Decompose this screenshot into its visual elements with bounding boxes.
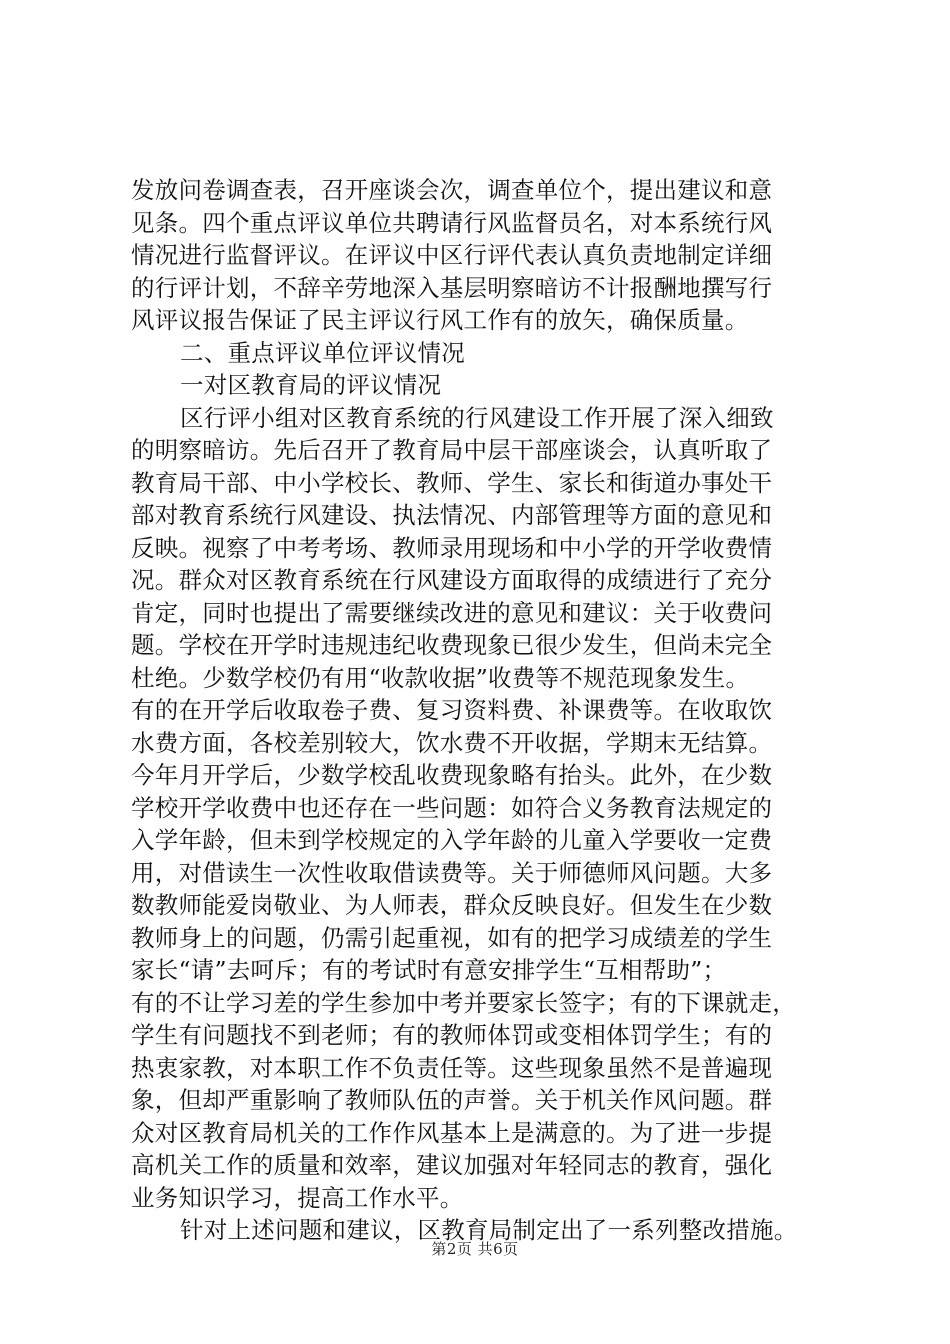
text-line: 杜绝。少数学校仍有用“收款收据”收费等不规范现象发生。 xyxy=(131,663,750,692)
text-line: 二、重点评议单位评议情况 xyxy=(180,338,465,367)
text-line: 部对教育系统行风建设、执法情况、内部管理等方面的意见和 xyxy=(131,501,773,529)
text-line: 教师身上的问题，仍需引起重视，如有的把学习成绩差的学生 xyxy=(131,923,773,952)
text-line: 肯定，同时也提出了需要继续改进的意见和建议：关于收费问 xyxy=(131,598,773,627)
text-line: 况。群众对区教育系统在行风建设方面取得的成绩进行了充分 xyxy=(131,566,773,594)
text-line: 象，但却严重影响了教师队伍的声誉。关于机关作风问题。群 xyxy=(131,1086,773,1114)
text-line: 情况进行监督评议。在评议中区行评代表认真负责地制定详细 xyxy=(131,241,773,269)
text-line: 热衷家教，对本职工作不负责任等。这些现象虽然不是普遍现 xyxy=(131,1053,773,1082)
text-line: 众对区教育局机关的工作作风基本上是满意的。为了进一步提 xyxy=(131,1118,773,1147)
text-line: 水费方面，各校差别较大，饮水费不开收据，学期末无结算。 xyxy=(131,728,773,757)
text-line: 有的在开学后收取卷子费、复习资料费、补课费等。在收取饮 xyxy=(131,696,773,724)
text-line: 今年月开学后，少数学校乱收费现象略有抬头。此外，在少数 xyxy=(131,761,773,789)
text-line: 发放问卷调查表，召开座谈会次，调查单位个，提出建议和意 xyxy=(131,176,773,204)
text-line: 学生有问题找不到老师；有的教师体罚或变相体罚学生；有的 xyxy=(131,1021,773,1049)
text-line: 见条。四个重点评议单位共聘请行风监督员名，对本系统行风 xyxy=(131,208,773,237)
document-body xyxy=(131,174,831,1247)
page-footer: 第2页 共6页 xyxy=(431,1240,519,1258)
text-line: 的行评计划，不辞辛劳地深入基层明察暗访不计报酬地撰写行 xyxy=(131,273,773,302)
text-line: 学校开学收费中也还存在一些问题：如符合义务教育法规定的 xyxy=(131,793,773,822)
text-line: 入学年龄，但未到学校规定的入学年龄的儿童入学要收一定费 xyxy=(131,826,773,854)
text-line: 一对区教育局的评议情况 xyxy=(180,371,442,399)
text-line: 业务知识学习，提高工作水平。 xyxy=(131,1183,464,1212)
text-line: 用，对借读生一次性收取借读费等。关于师德师风问题。大多 xyxy=(131,858,773,887)
text-line: 有的不让学习差的学生参加中考并要家长签字；有的下课就走， xyxy=(131,988,796,1017)
text-line: 风评议报告保证了民主评议行风工作有的放矢，确保质量。 xyxy=(131,306,749,334)
text-line: 题。学校在开学时违规违纪收费现象已很少发生，但尚未完全 xyxy=(131,631,773,659)
text-line: 高机关工作的质量和效率，建议加强对年轻同志的教育，强化 xyxy=(131,1151,773,1179)
text-line: 区行评小组对区教育系统的行风建设工作开展了深入细致 xyxy=(180,403,774,432)
text-line: 家长“请”去呵斥；有的考试时有意安排学生“互相帮助”； xyxy=(131,956,727,984)
text-line: 的明察暗访。先后召开了教育局中层干部座谈会，认真听取了 xyxy=(131,436,773,464)
text-line: 数教师能爱岗敬业、为人师表，群众反映良好。但发生在少数 xyxy=(131,891,773,919)
text-line: 针对上述问题和建议，区教育局制定出了一系列整改措施。 xyxy=(180,1216,798,1244)
text-line: 反映。视察了中考考场、教师录用现场和中小学的开学收费情 xyxy=(131,533,773,562)
text-line: 教育局干部、中小学校长、教师、学生、家长和街道办事处干 xyxy=(131,468,773,497)
